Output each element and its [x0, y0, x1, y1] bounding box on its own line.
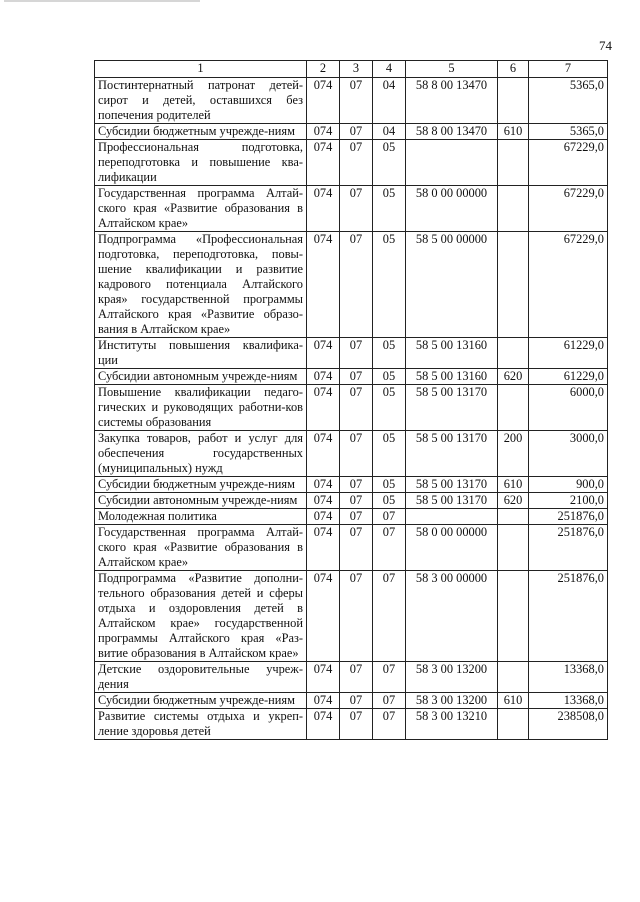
column-header-4: 4: [373, 61, 406, 78]
expense-type-cell: [498, 385, 529, 431]
table-row: [95, 493, 608, 509]
table-row: [95, 477, 608, 493]
section-cell: 07: [340, 571, 373, 662]
target-item-cell: 58 3 00 13210: [406, 709, 498, 740]
row-name-cell: Государственная программа Алтай-ского края «Развитие образования в Алтайском крае»: [95, 186, 307, 232]
expense-type-cell: [498, 525, 529, 571]
target-item-cell: 58 5 00 13170: [406, 431, 498, 477]
section-cell: 07: [340, 369, 373, 385]
amount-cell: 13368,0: [529, 693, 608, 709]
section-cell: 07: [340, 78, 373, 124]
subsection-cell: 05: [373, 385, 406, 431]
section-cell: 07: [340, 431, 373, 477]
section-cell: 07: [340, 140, 373, 186]
target-item-cell: 58 8 00 13470: [406, 124, 498, 140]
ministry-code-cell: 074: [307, 431, 340, 477]
expense-type-cell: [498, 78, 529, 124]
amount-cell: 5365,0: [529, 124, 608, 140]
table-row: [95, 709, 608, 740]
section-cell: 07: [340, 385, 373, 431]
amount-cell: 251876,0: [529, 509, 608, 525]
section-cell: 07: [340, 338, 373, 369]
section-cell: 07: [340, 693, 373, 709]
amount-cell: 251876,0: [529, 525, 608, 571]
table-body: [95, 78, 608, 740]
ministry-code-cell: 074: [307, 525, 340, 571]
target-item-cell: 58 3 00 13200: [406, 662, 498, 693]
row-name-cell: Подпрограмма «Профессиональная подготовка, переподготовка, повы-шение квалификации и развитие кадрового потенциала Алтайского края» государственной программы Алтайского края «Развитие образо-вания в Алтайском крае»: [95, 232, 307, 338]
subsection-cell: 05: [373, 140, 406, 186]
subsection-cell: 07: [373, 571, 406, 662]
subsection-cell: 07: [373, 525, 406, 571]
ministry-code-cell: 074: [307, 477, 340, 493]
row-name-cell: Подпрограмма «Развитие дополни-тельного образования детей и сферы отдыха и оздоровления детей в Алтайском крае» государственной программы Алтайского края «Раз-витие образования в Алтайском крае»: [95, 571, 307, 662]
target-item-cell: 58 0 00 00000: [406, 525, 498, 571]
ministry-code-cell: 074: [307, 186, 340, 232]
top-edge-line: [4, 0, 200, 2]
target-item-cell: 58 0 00 00000: [406, 186, 498, 232]
row-name-cell: Молодежная политика: [95, 509, 307, 525]
expense-type-cell: [498, 186, 529, 232]
section-cell: 07: [340, 662, 373, 693]
ministry-code-cell: 074: [307, 385, 340, 431]
expense-type-cell: 620: [498, 493, 529, 509]
expense-type-cell: [498, 232, 529, 338]
subsection-cell: 05: [373, 493, 406, 509]
subsection-cell: 05: [373, 338, 406, 369]
target-item-cell: 58 5 00 13160: [406, 338, 498, 369]
row-name-cell: Развитие системы отдыха и укреп-ление здоровья детей: [95, 709, 307, 740]
amount-cell: 2100,0: [529, 493, 608, 509]
target-item-cell: 58 8 00 13470: [406, 78, 498, 124]
expense-type-cell: 610: [498, 693, 529, 709]
row-name-cell: Субсидии автономным учрежде-ниям: [95, 493, 307, 509]
amount-cell: 67229,0: [529, 186, 608, 232]
section-cell: 07: [340, 124, 373, 140]
expense-type-cell: [498, 709, 529, 740]
budget-table: [94, 60, 608, 740]
row-name-cell: Повышение квалификации педаго-гических и руководящих работни-ков системы образования: [95, 385, 307, 431]
target-item-cell: 58 5 00 13170: [406, 493, 498, 509]
subsection-cell: 07: [373, 693, 406, 709]
table-row: [95, 509, 608, 525]
table-row: [95, 338, 608, 369]
ministry-code-cell: 074: [307, 140, 340, 186]
ministry-code-cell: 074: [307, 571, 340, 662]
row-name-cell: Детские оздоровительные учреж-дения: [95, 662, 307, 693]
target-item-cell: 58 5 00 00000: [406, 232, 498, 338]
section-cell: 07: [340, 709, 373, 740]
column-header-3: 3: [340, 61, 373, 78]
row-name-cell: Субсидии бюджетным учрежде-ниям: [95, 693, 307, 709]
expense-type-cell: 610: [498, 477, 529, 493]
table-row: [95, 232, 608, 338]
section-cell: 07: [340, 525, 373, 571]
target-item-cell: 58 3 00 13200: [406, 693, 498, 709]
column-header-6: 6: [498, 61, 529, 78]
table-row: [95, 78, 608, 124]
target-item-cell: [406, 140, 498, 186]
expense-type-cell: 620: [498, 369, 529, 385]
amount-cell: 67229,0: [529, 140, 608, 186]
expense-type-cell: 200: [498, 431, 529, 477]
target-item-cell: 58 5 00 13170: [406, 385, 498, 431]
subsection-cell: 07: [373, 709, 406, 740]
amount-cell: 6000,0: [529, 385, 608, 431]
subsection-cell: 05: [373, 232, 406, 338]
expense-type-cell: [498, 140, 529, 186]
expense-type-cell: [498, 662, 529, 693]
column-header-2: 2: [307, 61, 340, 78]
header-row: [95, 61, 608, 78]
ministry-code-cell: 074: [307, 662, 340, 693]
subsection-cell: 04: [373, 124, 406, 140]
table-row: [95, 662, 608, 693]
target-item-cell: [406, 509, 498, 525]
table-row: [95, 525, 608, 571]
subsection-cell: 05: [373, 369, 406, 385]
expense-type-cell: 610: [498, 124, 529, 140]
subsection-cell: 05: [373, 186, 406, 232]
row-name-cell: Субсидии бюджетным учрежде-ниям: [95, 477, 307, 493]
section-cell: 07: [340, 493, 373, 509]
row-name-cell: Государственная программа Алтай-ского края «Развитие образования в Алтайском крае»: [95, 525, 307, 571]
row-name-cell: Постинтернатный патронат детей-сирот и детей, оставшихся без попечения родителей: [95, 78, 307, 124]
expense-type-cell: [498, 571, 529, 662]
table-row: [95, 369, 608, 385]
page-number: 74: [599, 38, 612, 53]
amount-cell: 251876,0: [529, 571, 608, 662]
subsection-cell: 07: [373, 509, 406, 525]
ministry-code-cell: 074: [307, 509, 340, 525]
section-cell: 07: [340, 186, 373, 232]
column-header-7: 7: [529, 61, 608, 78]
amount-cell: 67229,0: [529, 232, 608, 338]
ministry-code-cell: 074: [307, 709, 340, 740]
amount-cell: 61229,0: [529, 338, 608, 369]
row-name-cell: Субсидии бюджетным учрежде-ниям: [95, 124, 307, 140]
column-header-1: 1: [95, 61, 307, 78]
table-row: [95, 385, 608, 431]
ministry-code-cell: 074: [307, 124, 340, 140]
table-row: [95, 431, 608, 477]
table-row: [95, 186, 608, 232]
row-name-cell: Институты повышения квалифика-ции: [95, 338, 307, 369]
subsection-cell: 05: [373, 431, 406, 477]
amount-cell: 5365,0: [529, 78, 608, 124]
amount-cell: 61229,0: [529, 369, 608, 385]
subsection-cell: 07: [373, 662, 406, 693]
expense-type-cell: [498, 338, 529, 369]
row-name-cell: Закупка товаров, работ и услуг для обеспечения государственных (муниципальных) нужд: [95, 431, 307, 477]
column-header-5: 5: [406, 61, 498, 78]
ministry-code-cell: 074: [307, 369, 340, 385]
section-cell: 07: [340, 232, 373, 338]
expense-type-cell: [498, 509, 529, 525]
table-row: [95, 693, 608, 709]
table-row: [95, 140, 608, 186]
amount-cell: 3000,0: [529, 431, 608, 477]
row-name-cell: Профессиональная подготовка, переподготовка и повышение ква-лификации: [95, 140, 307, 186]
amount-cell: 900,0: [529, 477, 608, 493]
subsection-cell: 05: [373, 477, 406, 493]
ministry-code-cell: 074: [307, 693, 340, 709]
target-item-cell: 58 5 00 13170: [406, 477, 498, 493]
ministry-code-cell: 074: [307, 232, 340, 338]
target-item-cell: 58 3 00 00000: [406, 571, 498, 662]
table-row: [95, 571, 608, 662]
section-cell: 07: [340, 509, 373, 525]
subsection-cell: 04: [373, 78, 406, 124]
section-cell: 07: [340, 477, 373, 493]
ministry-code-cell: 074: [307, 78, 340, 124]
ministry-code-cell: 074: [307, 493, 340, 509]
amount-cell: 13368,0: [529, 662, 608, 693]
amount-cell: 238508,0: [529, 709, 608, 740]
ministry-code-cell: 074: [307, 338, 340, 369]
table-row: [95, 124, 608, 140]
row-name-cell: Субсидии автономным учрежде-ниям: [95, 369, 307, 385]
target-item-cell: 58 5 00 13160: [406, 369, 498, 385]
